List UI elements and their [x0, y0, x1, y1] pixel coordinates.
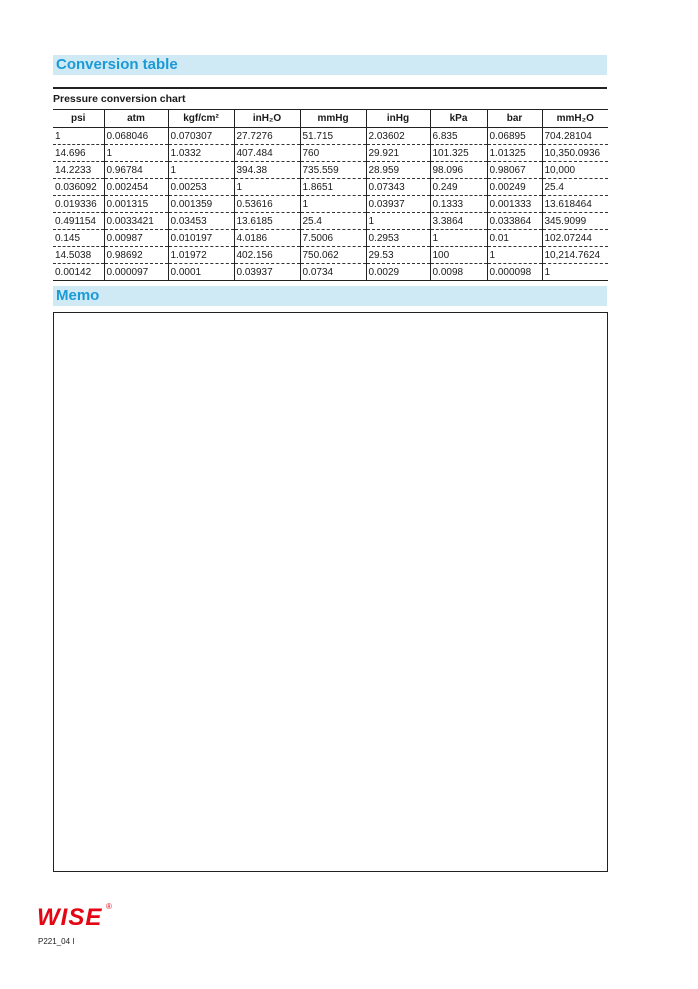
table-cell: 704.28104	[542, 128, 608, 145]
table-cell: 0.019336	[53, 196, 104, 213]
conversion-table-title: Conversion table	[56, 56, 178, 73]
table-cell: 14.2233	[53, 162, 104, 179]
registered-mark: ®	[106, 902, 112, 911]
table-cell: 0.068046	[104, 128, 168, 145]
table-cell: 0.001359	[168, 196, 234, 213]
table-row	[53, 213, 608, 230]
table-cell: 10,000	[542, 162, 608, 179]
table-cell: 1.8651	[300, 179, 366, 196]
table-cell: 0.00253	[168, 179, 234, 196]
table-cell: 0.00142	[53, 264, 104, 281]
table-cell: 0.00249	[487, 179, 542, 196]
table-cell: 1	[542, 264, 608, 281]
table-cell: 0.000098	[487, 264, 542, 281]
table-cell: 14.696	[53, 145, 104, 162]
table-cell: 1	[487, 247, 542, 264]
table-cell: 6.835	[430, 128, 487, 145]
table-cell: 1	[53, 128, 104, 145]
table-cell: 1	[168, 162, 234, 179]
column-header: mmH₂O	[542, 110, 608, 128]
table-cell: 0.0033421	[104, 213, 168, 230]
table-cell: 51.715	[300, 128, 366, 145]
table-cell: 0.98692	[104, 247, 168, 264]
table-cell: 3.3864	[430, 213, 487, 230]
table-cell: 0.002454	[104, 179, 168, 196]
table-cell: 0.000097	[104, 264, 168, 281]
table-row	[53, 179, 608, 196]
table-cell: 101.325	[430, 145, 487, 162]
table-cell: 0.491154	[53, 213, 104, 230]
table-cell: 0.96784	[104, 162, 168, 179]
column-header: atm	[104, 110, 168, 128]
wise-logo	[37, 902, 112, 931]
table-cell: 0.01	[487, 230, 542, 247]
logo-text: WISE	[37, 904, 103, 931]
table-cell: 1	[430, 230, 487, 247]
table-cell: 394.38	[234, 162, 300, 179]
table-cell: 750.062	[300, 247, 366, 264]
table-cell: 27.7276	[234, 128, 300, 145]
table-cell: 735.559	[300, 162, 366, 179]
table-cell: 0.0029	[366, 264, 430, 281]
page-code: P221_04 I	[38, 937, 75, 946]
memo-box[interactable]	[53, 312, 608, 872]
table-cell: 100	[430, 247, 487, 264]
table-cell: 29.53	[366, 247, 430, 264]
pressure-conversion-table	[53, 109, 608, 281]
table-cell: 1	[234, 179, 300, 196]
table-cell: 0.07343	[366, 179, 430, 196]
table-row	[53, 264, 608, 281]
table-cell: 0.0734	[300, 264, 366, 281]
table-cell: 25.4	[300, 213, 366, 230]
table-cell: 10,214.7624	[542, 247, 608, 264]
table-cell: 4.0186	[234, 230, 300, 247]
table-cell: 0.00987	[104, 230, 168, 247]
table-cell: 0.145	[53, 230, 104, 247]
table-cell: 13.618464	[542, 196, 608, 213]
table-cell: 102.07244	[542, 230, 608, 247]
column-header: inHg	[366, 110, 430, 128]
chart-title: Pressure conversion chart	[53, 87, 607, 107]
table-cell: 1.0332	[168, 145, 234, 162]
table-row	[53, 196, 608, 213]
table-cell: 0.53616	[234, 196, 300, 213]
table-cell: 1	[104, 145, 168, 162]
column-header: inH₂O	[234, 110, 300, 128]
table-cell: 0.1333	[430, 196, 487, 213]
table-cell: 0.001315	[104, 196, 168, 213]
table-cell: 0.03453	[168, 213, 234, 230]
table-cell: 0.98067	[487, 162, 542, 179]
column-header: kgf/cm²	[168, 110, 234, 128]
table-cell: 0.03937	[366, 196, 430, 213]
table-header-row	[53, 110, 608, 128]
table-cell: 13.6185	[234, 213, 300, 230]
table-cell: 28.959	[366, 162, 430, 179]
table-cell: 0.0001	[168, 264, 234, 281]
table-cell: 0.001333	[487, 196, 542, 213]
table-cell: 25.4	[542, 179, 608, 196]
table-cell: 407.484	[234, 145, 300, 162]
table-cell: 29.921	[366, 145, 430, 162]
table-cell: 1	[366, 213, 430, 230]
table-cell: 0.033864	[487, 213, 542, 230]
table-row	[53, 145, 608, 162]
table-cell: 345.9099	[542, 213, 608, 230]
table-cell: 0.010197	[168, 230, 234, 247]
memo-title: Memo	[56, 287, 100, 304]
column-header: psi	[53, 110, 104, 128]
table-cell: 402.156	[234, 247, 300, 264]
table-cell: 0.036092	[53, 179, 104, 196]
table-cell: 0.0098	[430, 264, 487, 281]
table-cell: 10,350.0936	[542, 145, 608, 162]
table-row	[53, 247, 608, 264]
table-cell: 0.249	[430, 179, 487, 196]
table-row	[53, 230, 608, 247]
table-cell: 14.5038	[53, 247, 104, 264]
column-header: bar	[487, 110, 542, 128]
table-cell: 0.03937	[234, 264, 300, 281]
table-cell: 98.096	[430, 162, 487, 179]
column-header: kPa	[430, 110, 487, 128]
table-row	[53, 128, 608, 145]
table-cell: 1.01972	[168, 247, 234, 264]
table-cell: 1	[300, 196, 366, 213]
table-cell: 760	[300, 145, 366, 162]
conversion-table-header	[53, 55, 607, 75]
table-cell: 1.01325	[487, 145, 542, 162]
table-cell: 0.070307	[168, 128, 234, 145]
table-cell: 7.5006	[300, 230, 366, 247]
memo-header	[53, 286, 607, 306]
table-cell: 0.06895	[487, 128, 542, 145]
table-row	[53, 162, 608, 179]
table-cell: 2.03602	[366, 128, 430, 145]
table-cell: 0.2953	[366, 230, 430, 247]
column-header: mmHg	[300, 110, 366, 128]
